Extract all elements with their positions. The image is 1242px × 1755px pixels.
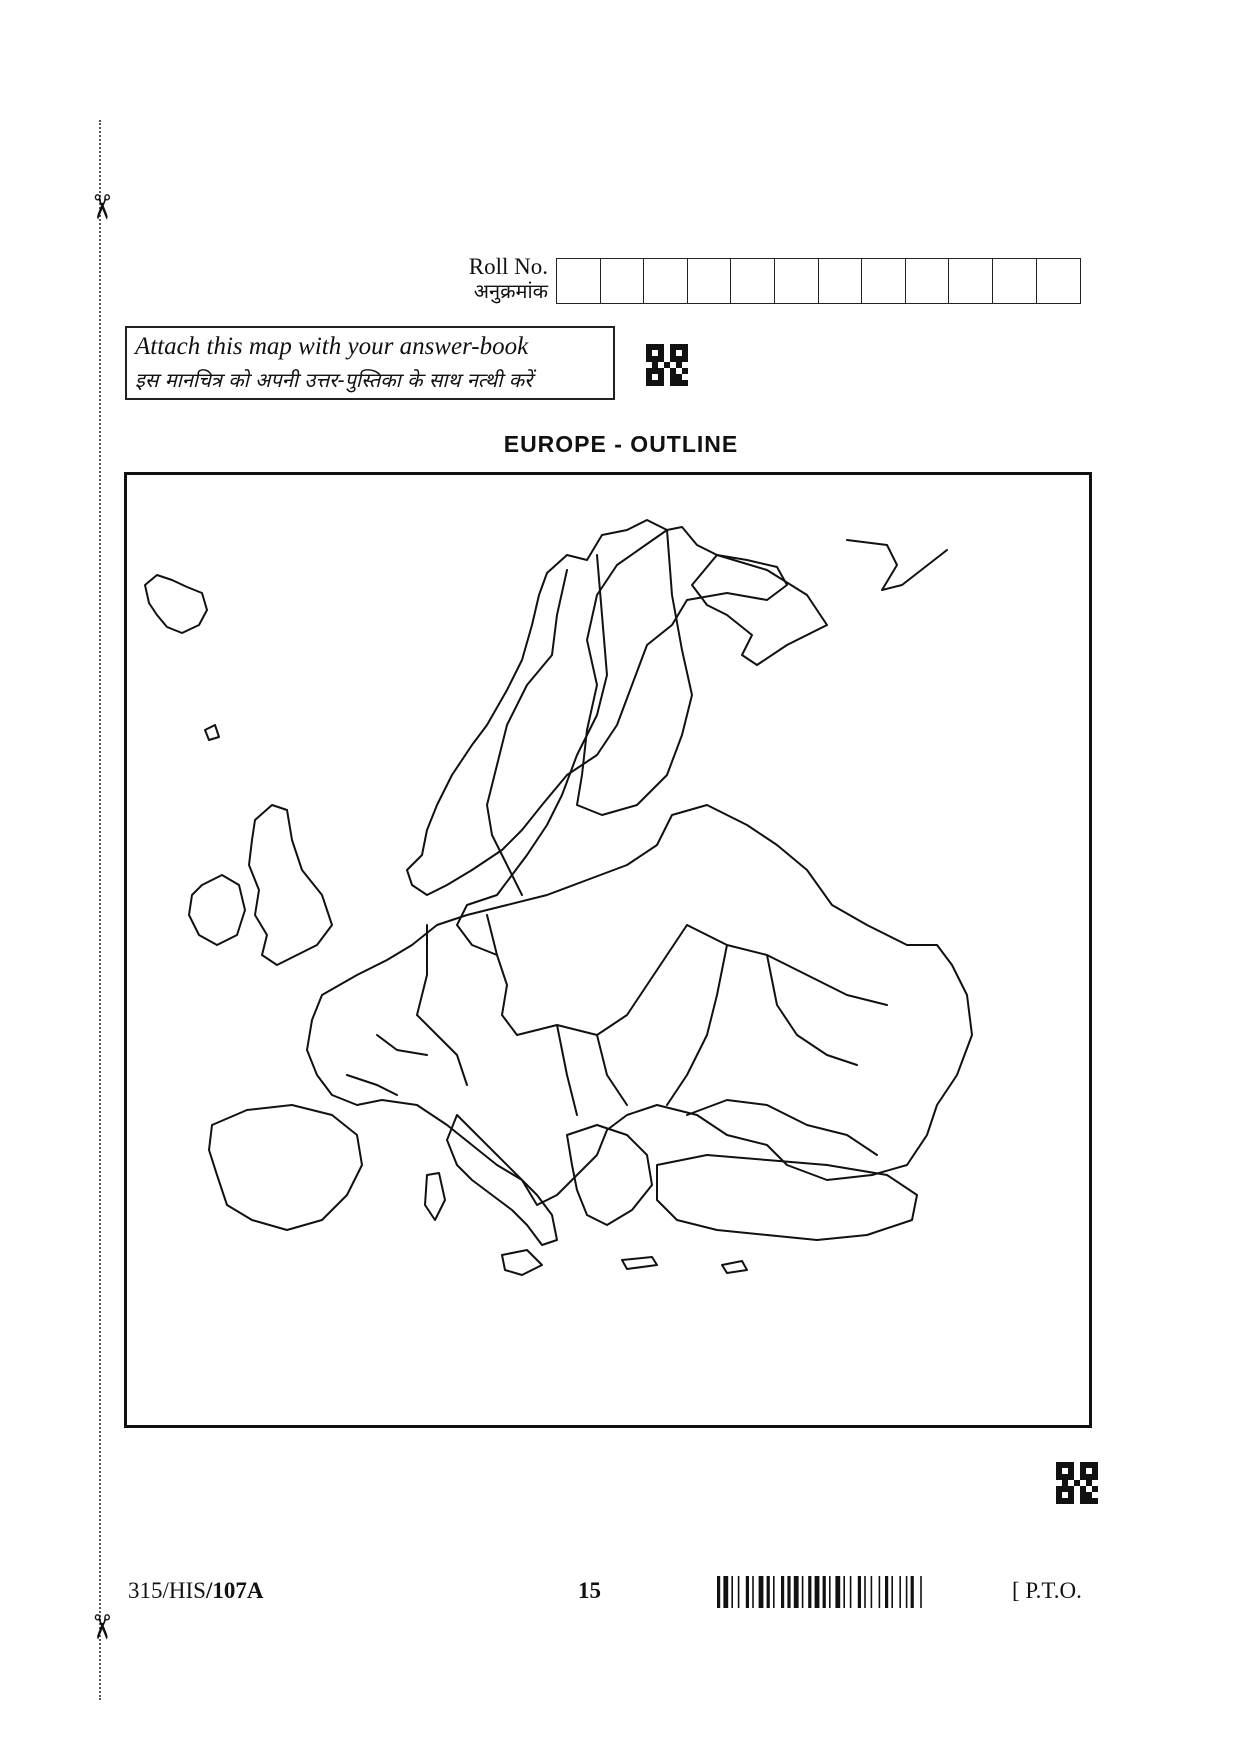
roll-number-box[interactable]: [557, 259, 601, 303]
roll-number-box[interactable]: [862, 259, 906, 303]
iceland: [145, 575, 207, 633]
qr-code-icon: [646, 344, 688, 386]
roll-number-box[interactable]: [775, 259, 819, 303]
italian-peninsula: [447, 1115, 557, 1245]
norway-sweden-border: [487, 570, 567, 895]
page-number: 15: [578, 1578, 601, 1603]
attach-instruction-en: Attach this map with your answer-book: [135, 333, 529, 360]
roll-number-label-hi: अनुक्रमांक: [473, 279, 548, 303]
finland-outline: [577, 530, 692, 815]
cyprus: [722, 1261, 747, 1273]
roll-number-box[interactable]: [601, 259, 645, 303]
roll-number-box[interactable]: [731, 259, 775, 303]
roll-number-boxes[interactable]: [556, 258, 1081, 304]
attach-instruction-box: [125, 326, 615, 400]
scissors-icon: ✂: [81, 1612, 121, 1642]
attach-instruction-hi: इस मानचित्र को अपनी उत्तर-पुस्तिका के साथ नत्थी करें: [135, 368, 533, 392]
qr-code-icon: [1056, 1462, 1098, 1504]
sicily: [502, 1250, 542, 1275]
roll-number-box[interactable]: [819, 259, 863, 303]
roll-number-box[interactable]: [906, 259, 950, 303]
great-britain: [249, 805, 332, 965]
scandinavia-outline: [407, 520, 787, 895]
roll-number-label-en: Roll No.: [468, 254, 548, 279]
balkan-peninsula: [567, 1125, 652, 1225]
roll-number-label: [452, 254, 548, 304]
anatolia: [657, 1155, 917, 1240]
country-borders: [347, 915, 887, 1115]
roll-number-box[interactable]: [1037, 259, 1081, 303]
faroe-islands: [205, 725, 219, 740]
cut-line: [99, 120, 101, 1700]
crete: [622, 1257, 657, 1269]
pto-label: [ P.T.O.: [1012, 1578, 1082, 1603]
europe-outline-map: [127, 475, 1089, 1425]
roll-number-box[interactable]: [688, 259, 732, 303]
arctic-coast: [847, 540, 947, 590]
sardinia: [425, 1173, 445, 1220]
paper-code: [128, 1578, 263, 1604]
paper-code-prefix: 315/HIS: [128, 1578, 206, 1603]
scissors-icon: ✂: [81, 192, 121, 222]
roll-number-box[interactable]: [949, 259, 993, 303]
map-title: EUROPE - OUTLINE: [503, 431, 739, 457]
kola-peninsula: [692, 555, 827, 665]
ireland: [189, 875, 245, 945]
paper-code-suffix: /107A: [205, 1578, 264, 1603]
map-frame: [124, 472, 1092, 1428]
roll-number-box[interactable]: [993, 259, 1037, 303]
continental-europe: [307, 805, 972, 1205]
iberian-peninsula: [209, 1105, 362, 1230]
roll-number-box[interactable]: [644, 259, 688, 303]
barcode-icon: [717, 1576, 995, 1608]
